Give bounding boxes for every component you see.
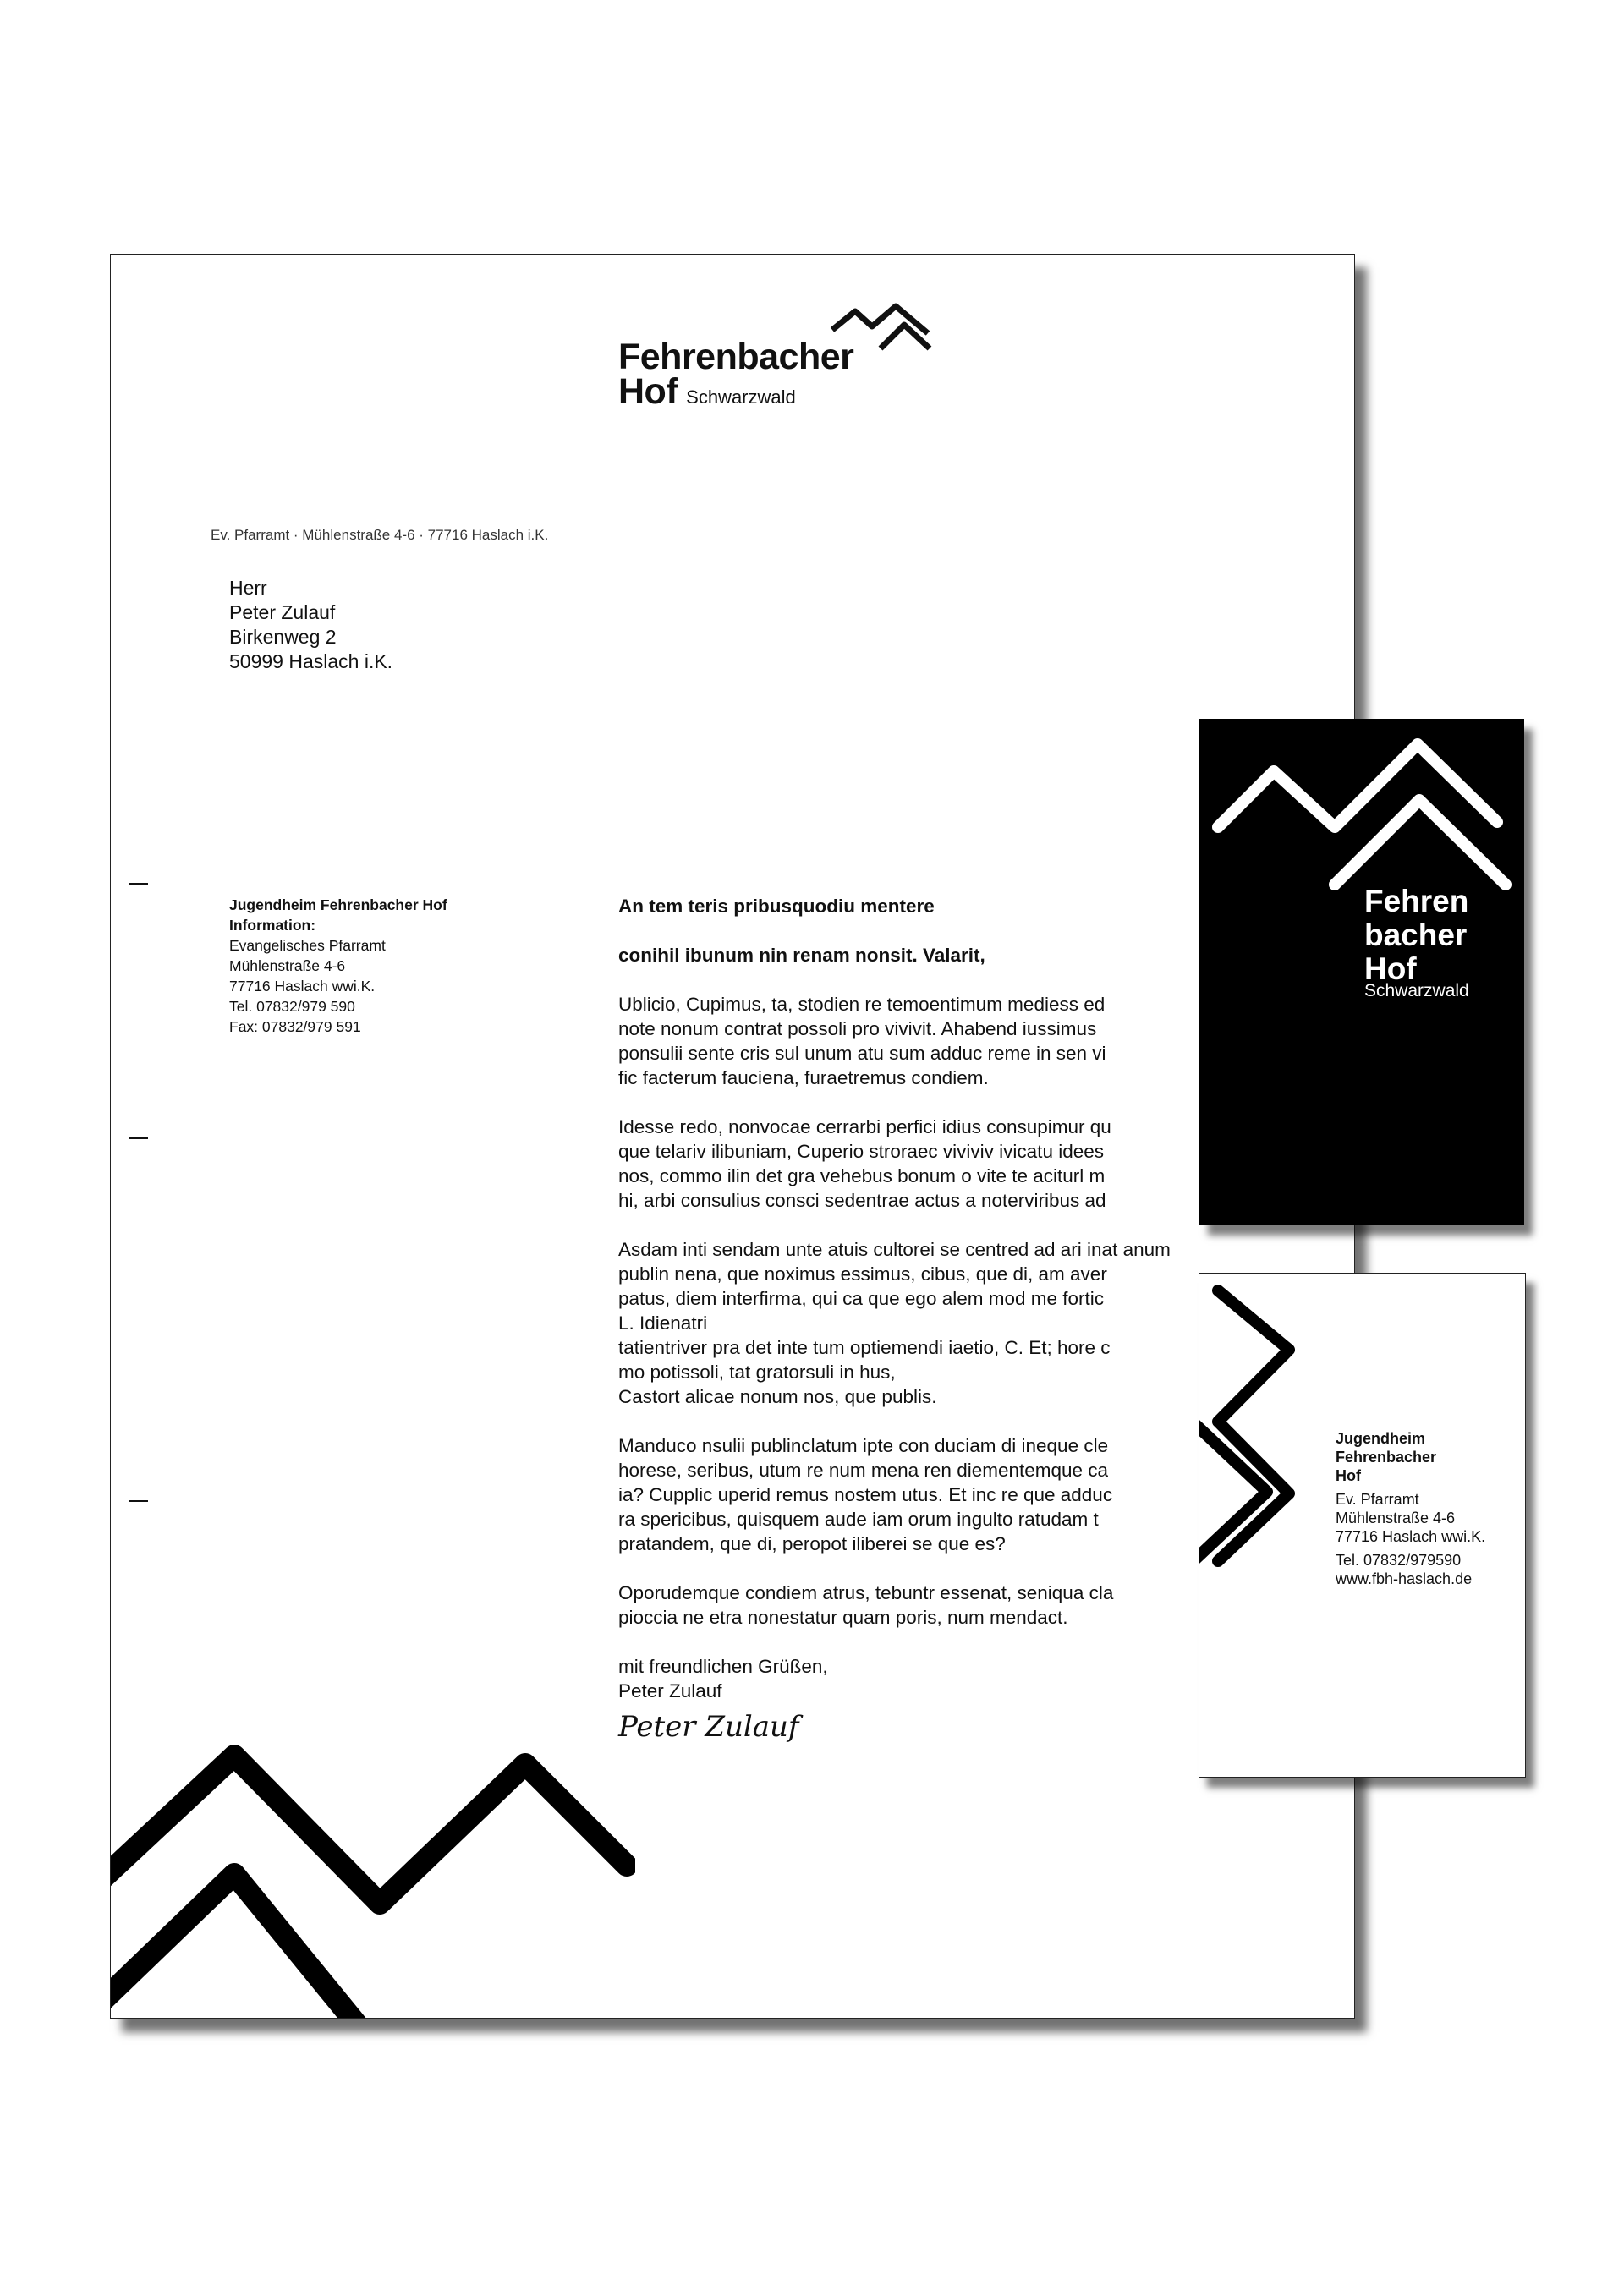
letter-logo — [618, 339, 853, 410]
body-line: tatientriver pra det inte tum optiemendi iaetio, C. Et; hore c — [618, 1337, 1111, 1358]
mountain-logo-icon — [830, 301, 940, 360]
business-card-front — [1199, 719, 1524, 1225]
logo-name-line1: Fehrenbacher — [618, 337, 854, 377]
card-title-line: Hof — [1336, 1467, 1361, 1484]
body-line: nos, commo ilin det gra vehebus bonum o vite te aciturl m — [618, 1165, 1106, 1186]
sender-line: Ev. Pfarramt · Mühlenstraße 4-6 · 77716 Haslach i.K. — [211, 527, 549, 543]
body-line: hi, arbi consulius consci sedentrae actus a noterviribus ad — [618, 1190, 1106, 1211]
card-contact-block — [1336, 1429, 1485, 1588]
body-line: patus, diem interfirma, qui ca que ego alem mod me fortic — [618, 1288, 1105, 1309]
card-logo-text — [1364, 885, 1469, 1001]
body-line: L. Idienatri — [618, 1312, 708, 1334]
handwritten-signature: Peter Zulauf — [618, 1710, 799, 1744]
info-line: Evangelisches Pfarramt — [229, 937, 386, 954]
body-line: Idesse redo, nonvocae cerrarbi perfici idius consupimur qu — [618, 1116, 1111, 1137]
letter-subject: An tem teris pribusquodiu mentere — [618, 896, 935, 917]
card-title-line: Jugendheim — [1336, 1430, 1426, 1447]
fold-mark — [129, 883, 148, 885]
body-line: pioccia ne etra nonestatur quam poris, num mendact. — [618, 1607, 1068, 1628]
card-name-line3: Hof — [1364, 951, 1417, 986]
recipient-line: Herr — [229, 577, 267, 599]
card-title-line: Fehrenbacher — [1336, 1449, 1437, 1466]
body-line: Oporudemque condiem atrus, tebuntr essenat, seniqua cla — [618, 1582, 1114, 1603]
body-line: Ublicio, Cupimus, ta, stodien re temoentimum mediess ed — [618, 994, 1106, 1015]
body-line: horese, seribus, utum re num mena ren diementemque ca — [618, 1460, 1109, 1481]
recipient-line: 50999 Haslach i.K. — [229, 650, 393, 672]
chevron-graphic-icon — [1199, 1274, 1335, 1778]
recipient-line: Birkenweg 2 — [229, 626, 337, 648]
card-address-line: Mühlenstraße 4-6 — [1336, 1510, 1456, 1526]
fold-mark — [129, 1137, 148, 1139]
closing: mit freundlichen Grüßen, — [618, 1656, 828, 1677]
body-line: pratandem, que di, peropot iliberei se que es? — [618, 1533, 1006, 1554]
mountain-logo-icon — [1199, 719, 1524, 905]
card-name-line1: Fehren — [1364, 884, 1469, 918]
card-address-line: Ev. Pfarramt — [1336, 1491, 1419, 1508]
body-line: mo potissoli, tat gratorsuli in hus, — [618, 1362, 896, 1383]
card-phone: Tel. 07832/979590 — [1336, 1552, 1462, 1569]
body-line: Castort alicae nonum nos, que publis. — [618, 1386, 937, 1407]
body-line: ra spericibus, quisquem aude iam orum ingulto ratudam t — [618, 1509, 1099, 1530]
fold-mark — [129, 1500, 148, 1502]
body-line: ia? Cupplic uperid remus nostem utus. Et inc re que adduc — [618, 1484, 1113, 1505]
letter-salutation: conihil ibunum nin renam nonsit. Valarit, — [618, 945, 985, 966]
recipient-address — [229, 576, 392, 674]
info-block — [229, 895, 447, 1037]
logo-region: Schwarzwald — [686, 386, 796, 408]
card-region: Schwarzwald — [1364, 981, 1469, 1000]
body-line: fic facterum fauciena, furaetremus condiem. — [618, 1067, 989, 1088]
card-address-line: 77716 Haslach wwi.K. — [1336, 1528, 1486, 1545]
body-line: ponsulii sente cris sul unum atu sum adduc reme in sen vi — [618, 1043, 1106, 1064]
recipient-line: Peter Zulauf — [229, 601, 336, 623]
body-line: Manduco nsulii publinclatum ipte con duciam di ineque cle — [618, 1435, 1109, 1456]
info-line: Fax: 07832/979 591 — [229, 1018, 361, 1035]
logo-name-line2: Hof — [618, 371, 678, 412]
card-website: www.fbh-haslach.de — [1336, 1570, 1473, 1587]
info-line: Tel. 07832/979 590 — [229, 998, 355, 1015]
body-line: Asdam inti sendam unte atuis cultorei se centred ad ari inat anum — [618, 1239, 1171, 1260]
body-line: que telariv ilibuniam, Cuperio stroraec viviviv ivicatu idees — [618, 1141, 1104, 1162]
closing-name: Peter Zulauf — [618, 1680, 722, 1701]
body-line: publin nena, que noximus essimus, cibus, que di, am aver — [618, 1263, 1107, 1285]
info-title: Jugendheim Fehrenbacher Hof — [229, 896, 447, 913]
business-card-back — [1199, 1273, 1526, 1778]
card-name-line2: bacher — [1364, 918, 1468, 952]
body-line: note nonum contrat possoli pro vivivit. Ahabend iussimus — [618, 1018, 1097, 1039]
info-line: Mühlenstraße 4-6 — [229, 957, 346, 974]
mountain-graphic-icon — [111, 1726, 635, 2019]
info-line: 77716 Haslach wwi.K. — [229, 978, 376, 995]
letterhead-sheet — [110, 254, 1355, 2019]
info-subtitle: Information: — [229, 917, 316, 934]
